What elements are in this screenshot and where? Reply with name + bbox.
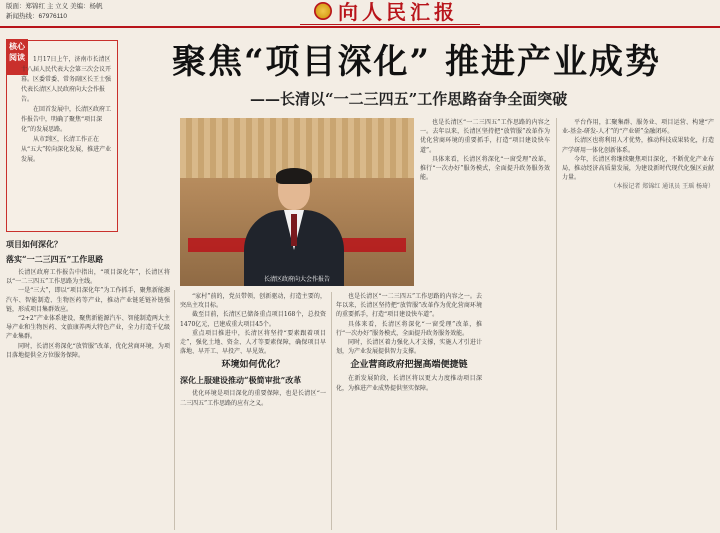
- column-left: [6, 236, 170, 530]
- page-header: [0, 0, 720, 28]
- article-paragraph: 同时，长清区着力强化人才支撑，实施人才引进计划，为产业发展提供智力支撑。: [336, 339, 482, 356]
- core-reading-text: [21, 55, 113, 165]
- header-meta: [6, 2, 156, 22]
- article-paragraph: “家村”前的，党员带领，创新驱动，打造主要的，突出主攻目标。: [180, 293, 326, 310]
- photo-caption: 长清区政府向大会作报告: [263, 276, 330, 283]
- column-right-1: [336, 292, 482, 530]
- section-heading: 企业营商政府把握高端便捷链: [350, 360, 468, 371]
- hotline-label: 新闻热线：67976110: [6, 13, 67, 20]
- core-paragraph: 从市到区，长清工作正在从“五大”转向深化发展，推进产业发展。: [21, 136, 112, 163]
- art-label: 美编：杨帆: [69, 3, 103, 10]
- section-heading: 项目如何深化？: [6, 239, 62, 249]
- emblem-icon: [314, 2, 332, 20]
- article-paragraph: 同时，长清区将深化“放管服”改革，优化营商环境，为项目落地提供全方位服务保障。: [6, 342, 170, 359]
- article-paragraph: 长清区也将利用人才优势，推动科技成果转化，打造产学研用一体化创新体系。: [562, 137, 714, 154]
- article-paragraph: 今年，长清区将继续聚焦项目深化，不断优化产业布局，推动经济高质量发展，为建设新时代现代化强区贡献力量。: [562, 155, 714, 182]
- article-paragraph: 也是长清区“一二三四五”工作思路的内容之一。去年以来，长清区坚持把“放管服”改革作为优化营商环境的重要抓手，打造“项目建设快车道”。: [420, 119, 550, 154]
- article-paragraph: 平台作用，汇聚集群、服务业、项目运营、构建“产业-基金-研发-人才”的“产业研”金融闭环。: [562, 119, 714, 136]
- news-photo: [180, 118, 414, 286]
- article-paragraph: 截至目前，长清区已储备重点项目168个，总投资1470亿元，已建成重大项目45个。: [180, 311, 326, 328]
- column-right-top: [420, 118, 550, 288]
- article-paragraph: 长清区政府工作报告中指出，“项目深化年”，长清区将以“一二三四五”工作思路为主线。: [6, 269, 170, 286]
- column-right-2: [562, 118, 714, 530]
- section-subheading: 落实“一二三四五”工作思路: [6, 254, 104, 264]
- core-reading-box: [6, 40, 118, 232]
- article-paragraph: 也是长清区“一二三四五”工作思路的内容之一。去年以来，长清区坚持把“放管服”改革作为优化营商环境的重要抓手，打造“项目建设快车道”。: [336, 293, 482, 319]
- proof-label: 主 立义: [46, 3, 69, 10]
- masthead-rule: [300, 24, 480, 25]
- column-divider: [174, 290, 175, 530]
- article-paragraph: 具体来看，长清区将深化“一窗受理”改革，推行“一次办好”服务模式，全面提升政务服务效能。: [420, 155, 550, 182]
- subheadline: ——长清以“一二三四五”工作思路奋争全面突破: [250, 90, 568, 108]
- speaker-figure: [244, 170, 344, 286]
- article-paragraph: 具体来看，长清区将深化“一窗受理”改革，推行“一次办好”服务模式，全面提升政务服务效能。: [336, 320, 482, 337]
- column-middle: [180, 292, 326, 530]
- article-paragraph: 优化环境是项目深化的重要保障，也是长清区“一二三四五”工作思路的应有之义。: [180, 390, 326, 407]
- section-heading: 环境如何优化？: [221, 360, 285, 371]
- article-paragraph: “2+2”产业体系建设，聚焦新能源汽车、智能制造两大主导产业和生物医药、文旅康养两大特色产业，全力打造千亿级产业集群。: [6, 315, 170, 341]
- core-paragraph: 在回首发展中，长清区政府工作报告中，明确了聚焦“项目深化”的发展思路。: [21, 106, 112, 133]
- core-reading-tag: 核心阅读: [6, 39, 28, 75]
- article-paragraph: 在新发展阶段，长清区将以更大力度推动项目深化，为推进产业成势提供坚实保障。: [336, 375, 482, 392]
- masthead: 向人民汇报: [338, 0, 458, 24]
- core-paragraph: 1月17日上午，济南市长清区十八届人民代表大会第三次会议开幕。区委常委、常务副区长王士强代表长清区人民政府向大会作报告。: [21, 56, 112, 103]
- article-paragraph: 一是“三大”，即以“项目深化年”为工作抓手，聚焦新能源汽车、智能制造、生物医药等产业，推动产业链延链补链强链，形成项目集群效应。: [6, 287, 170, 313]
- byline: （本报记者 郑锦红 通讯员 王瑶 杨琦）: [610, 183, 714, 191]
- column-divider: [331, 292, 332, 530]
- column-divider: [556, 118, 557, 530]
- headline: 聚焦“项目深化” 推进产业成势: [172, 42, 661, 82]
- editor-label: 版面：郑锦红: [6, 3, 45, 10]
- article-paragraph: 重点项目推进中，长清区将坚持“要素跟着项目走”，强化土地、资金、人才等要素保障，确保项目早落地、早开工、早投产、早见效。: [180, 329, 326, 356]
- section-subheading: 深化上服建设推动“极简审批”改革: [180, 375, 302, 386]
